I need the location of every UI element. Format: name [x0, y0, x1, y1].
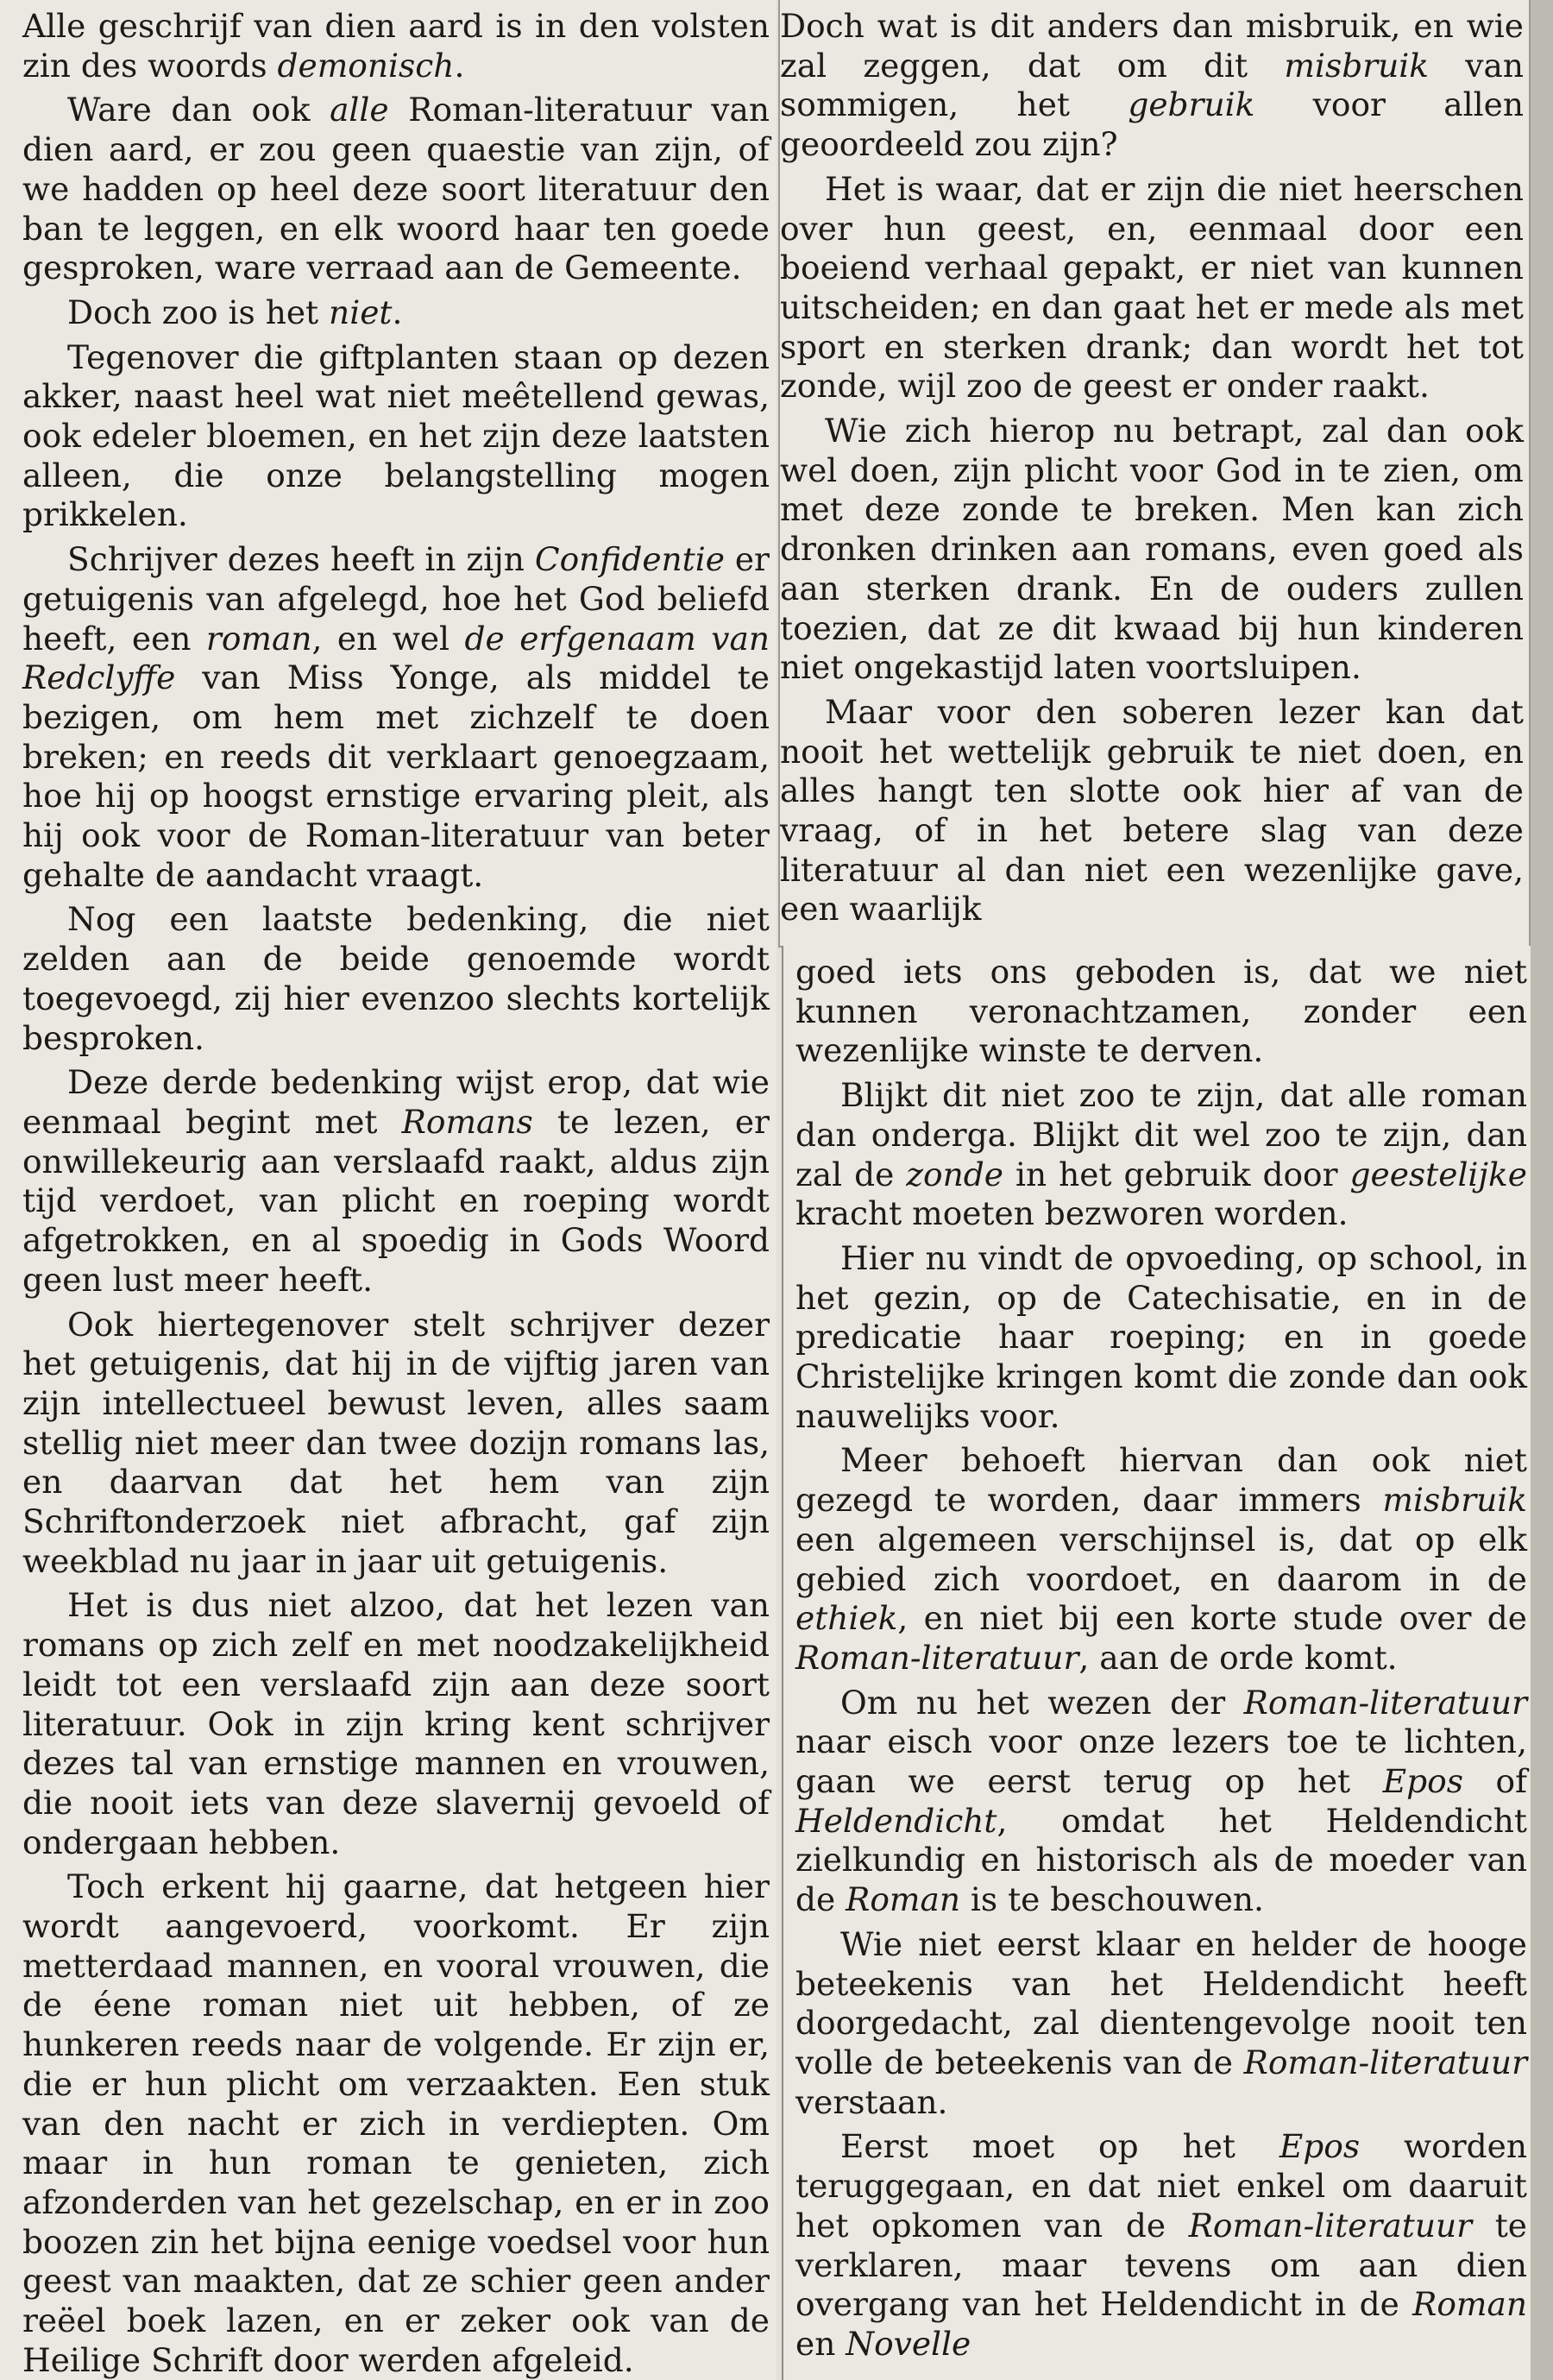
italic-text: Epos	[1279, 2127, 1361, 2166]
text-run: Maar voor den soberen lezer kan dat nooit het wettelijk gebruik te niet doen, en alles hangt ten slotte ook hier af van de vraag, of in het betere slag van deze literatuur al dan niet een wezenlijke gave, een waarlijk	[780, 692, 1524, 929]
scan-edge	[1531, 0, 1553, 2380]
text-run: Om nu het wezen der	[840, 1683, 1244, 1722]
right-top-column	[778, 0, 1531, 948]
paragraph	[22, 293, 770, 333]
paragraph	[795, 1925, 1527, 2123]
text-run: Nog een laatste bedenking, die niet zelden aan de beide genoemde wordt toegevoegd, zij hier evenzoo slechts kortelijk besproken.	[22, 900, 770, 1057]
text-run: of	[1462, 1762, 1527, 1801]
paragraph	[22, 7, 770, 85]
paragraph	[795, 953, 1527, 1071]
italic-text: Novelle	[846, 2324, 971, 2363]
text-run: een algemeen verschijnsel is, dat op elk gebied zich voordoet, en daarom in de	[795, 1520, 1527, 1598]
text-run: , omdat het Heldendicht zielkundig en historisch als de moeder van de	[795, 1801, 1527, 1919]
text-run: goed iets ons geboden is, dat we niet kunnen veronachtzamen, zonder een wezenlijke winste te derven.	[795, 953, 1527, 1070]
text-run: Doch wat is dit anders dan misbruik, en wie zal zeggen, dat om dit	[780, 7, 1524, 85]
italic-text: geestelijke	[1349, 1155, 1527, 1193]
text-run: Tegenover die giftplanten staan op dezen akker, naast heel wat niet meêtellend gewas, ook edeler bloemen, en het zijn deze laatsten alleen, die onze belangstelling mogen prikkelen.	[22, 337, 770, 534]
italic-text: demonisch	[277, 46, 455, 85]
text-run: is te beschouwen.	[960, 1880, 1264, 1919]
italic-text: alle	[330, 91, 389, 129]
paragraph	[795, 1684, 1527, 1920]
paragraph	[22, 338, 770, 536]
text-run: Toch erkent hij gaarne, dat hetgeen hier wordt aangevoerd, voorkomt. Er zijn metterdaad mannen, en vooral vrouwen, die de éene roman niet uit hebben, of ze hunkeren reeds naar de volgende. Er zijn er, die er hun plicht om verzaakten. Een stuk van den nacht er zich in verdiepten. Om maar in hun roman te genieten, zich afzonderden van het gezelschap, en er in zoo boozen zin het bijna eenige voedsel voor hun geest van maakten, dat ze schier geen ander reëel boek lazen, en er zeker ook van de Heilige Schrift door werden afgeleid.	[22, 1867, 770, 2379]
text-run: Het is dus niet alzoo, dat het lezen van romans op zich zelf en met noodzakelijkheid leidt tot een verslaafd zijn aan deze soort literatuur. Ook in zijn kring kent schrijver dezes tal van ernstige mannen en vrouwen, die nooit iets van deze slavernij gevoeld of ondergaan hebben.	[22, 1586, 770, 1861]
paragraph	[22, 540, 770, 895]
text-run: Wie zich hierop nu betrapt, zal dan ook wel doen, zijn plicht voor God in te zien, om met deze zonde te breken. Men kan zich dronken drinken aan romans, even goed als aan sterken drank. En de ouders zullen toezien, dat ze dit kwaad bij hun kinderen niet ongekastijd laten voortsluipen.	[780, 412, 1524, 687]
italic-text: Roman	[1412, 2285, 1527, 2324]
text-run: , aan de orde komt.	[1078, 1638, 1398, 1677]
text-run: kracht moeten bezworen worden.	[795, 1194, 1349, 1233]
paragraph	[780, 7, 1524, 165]
paragraph	[795, 2127, 1527, 2364]
italic-text: Roman-literatuur	[1188, 2206, 1473, 2245]
italic-text: Roman-literatuur	[1243, 2043, 1527, 2081]
text-run: van Miss Yonge, als middel te bezigen, om hem met zichzelf te doen breken; en reeds dit verklaart genoegzaam, hoe hij op hoogst ernstige ervaring pleit, als hij ook voor de Roman-literatuur van beter gehalte de aandacht vraagt.	[22, 658, 770, 894]
right-bottom-column	[782, 946, 1532, 2380]
paragraph	[780, 412, 1524, 688]
italic-text: ethiek	[795, 1599, 898, 1638]
paragraph	[22, 900, 770, 1058]
italic-text: niet	[329, 293, 393, 331]
italic-text: gebruik	[1128, 85, 1255, 124]
italic-text: zonde	[906, 1155, 1003, 1193]
text-run: Schrijver dezes heeft in zijn	[67, 540, 535, 579]
paragraph	[780, 693, 1524, 929]
paragraph	[22, 1867, 770, 2380]
paragraph	[795, 1239, 1527, 1437]
paragraph	[22, 1063, 770, 1300]
italic-text: Heldendicht	[795, 1801, 997, 1840]
italic-text: Romans	[401, 1102, 533, 1141]
text-run: Deze derde bedenking wijst erop, dat wie eenmaal begint met	[22, 1063, 770, 1141]
text-run: Ook hiertegenover stelt schrijver dezer het getuigenis, dat hij in de vijftig jaren van zijn intellectueel bewust leven, alles saam stellig niet meer dan twee dozijn romans las, en daarvan dat het hem van zijn Schriftonderzoek niet afbracht, gaf zijn weekblad nu jaar in jaar uit getuigenis.	[22, 1305, 770, 1580]
text-run: .	[392, 293, 403, 331]
italic-text: de erfgenaam van Redclyffe	[22, 619, 770, 697]
paragraph	[795, 1076, 1527, 1234]
text-run: Meer behoeft hiervan dan ook niet gezegd te worden, daar immers	[795, 1441, 1527, 1520]
text-run: Roman-literatuur van dien aard, er zou geen quaestie van zijn, of we hadden op heel deze soort literatuur den ban te leggen, en elk woord haar ten goede gesproken, ware verraad aan de Gemeente.	[22, 91, 770, 287]
paragraph	[780, 170, 1524, 406]
text-run: , en niet bij een korte stude over de	[897, 1599, 1527, 1638]
italic-text: Roman-literatuur	[795, 1638, 1079, 1677]
italic-text: misbruik	[1284, 46, 1430, 85]
italic-text: misbruik	[1382, 1481, 1527, 1520]
paragraph	[22, 1586, 770, 1862]
text-run: van sommigen, het	[780, 46, 1524, 124]
text-run: .	[454, 46, 465, 85]
text-run: voor allen geoordeeld zou zijn?	[780, 85, 1524, 164]
text-run: in het gebruik door	[1003, 1155, 1350, 1193]
paragraph	[22, 1306, 770, 1582]
text-run: naar eisch voor onze lezers toe te lichten, gaan we eerst terug op het	[795, 1722, 1527, 1801]
text-run: Alle geschrijf van dien aard is in den volsten zin des woords	[22, 7, 770, 85]
text-run: Doch zoo is het	[67, 293, 330, 331]
italic-text: Epos	[1382, 1762, 1463, 1801]
text-run: Ware dan ook	[67, 91, 330, 129]
text-run: verstaan.	[795, 2082, 948, 2121]
text-run: , en wel	[311, 619, 465, 658]
italic-text: Roman-literatuur	[1243, 1683, 1527, 1722]
text-run: Hier nu vindt de opvoeding, op school, in het gezin, op de Catechisatie, en in de predicatie haar roeping; en in goede Christelijke kringen komt die zonde dan ook nauwelijks voor.	[795, 1238, 1527, 1435]
text-run: Blijkt dit niet zoo te zijn, dat alle roman dan onderga. Blijkt dit wel zoo te zijn, dan zal de	[795, 1076, 1527, 1193]
italic-text: Confidentie	[534, 540, 725, 579]
text-run: er getuigenis van afgelegd, hoe het God beliefd heeft, een	[22, 540, 770, 658]
text-run: Eerst moet op het	[840, 2127, 1279, 2166]
paragraph	[795, 1441, 1527, 1678]
paragraph	[22, 91, 770, 288]
text-run: worden teruggegaan, en dat niet enkel om daaruit het opkomen van de	[795, 2127, 1527, 2245]
italic-text: Roman	[846, 1880, 961, 1919]
text-run: Wie niet eerst klaar en helder de hooge beteekenis van het Heldendicht heeft doorgedacht, zal dientengevolge nooit ten volle de beteekenis van de	[795, 1924, 1527, 2081]
text-run: te lezen, er onwillekeurig aan verslaafd raakt, aldus zijn tijd verdoet, van plicht en roeping wordt afgetrokken, en al spoedig in Gods Woord geen lust meer heeft.	[22, 1102, 770, 1299]
text-run: te verklaren, maar tevens om aan dien overgang van het Heldendicht in de	[795, 2206, 1527, 2324]
italic-text: roman	[205, 619, 312, 658]
left-column	[0, 0, 776, 2380]
text-run: en	[795, 2324, 846, 2363]
text-run: Het is waar, dat er zijn die niet heerschen over hun geest, en, eenmaal door een boeiend verhaal gepakt, er niet van kunnen uitscheiden; en dan gaat het er mede als met sport en sterken drank; dan wordt het tot zonde, wijl zoo de geest er onder raakt.	[780, 169, 1524, 406]
